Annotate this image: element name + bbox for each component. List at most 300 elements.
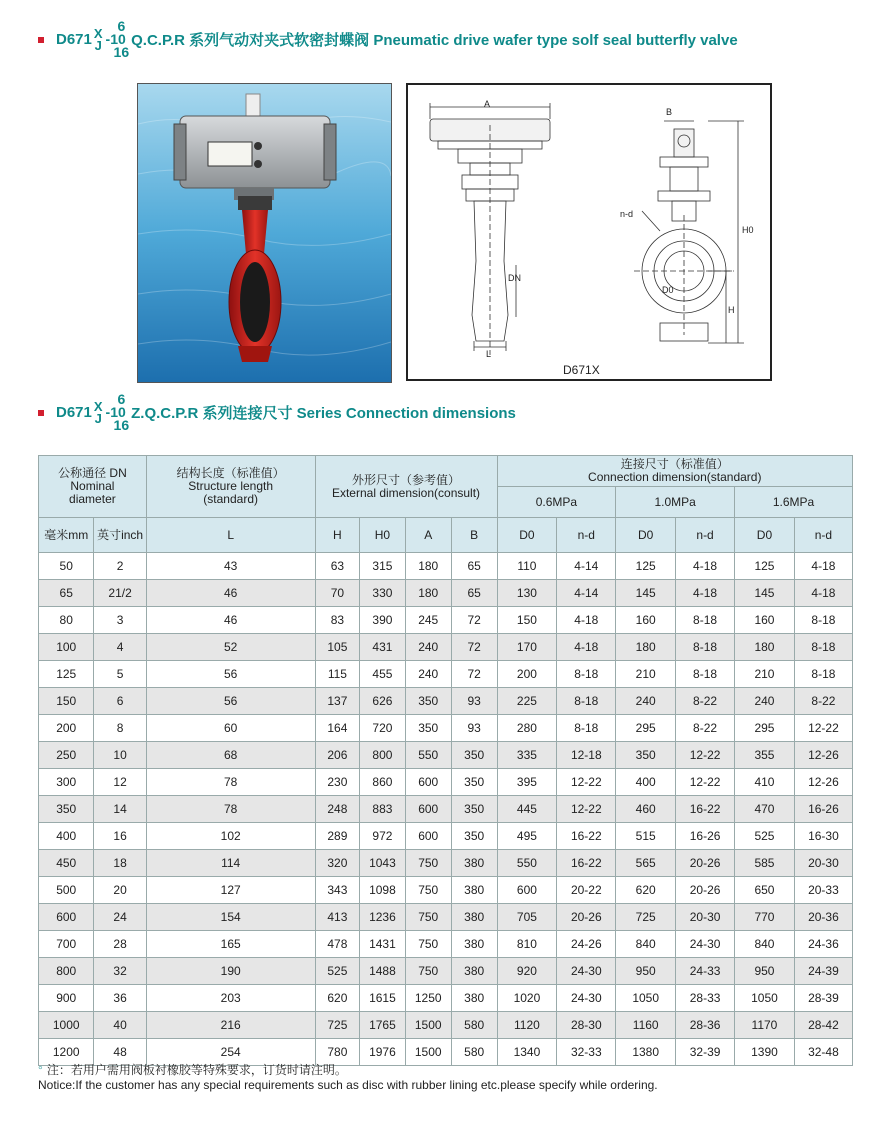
table-cell: 8-18 bbox=[794, 607, 852, 634]
table-cell: 455 bbox=[360, 661, 405, 688]
title-suffix: Z.Q.C.P.R 系列连接尺寸 Series Connection dimensions bbox=[131, 405, 516, 422]
col-A: A bbox=[405, 518, 451, 553]
note-bullet-icon: ° bbox=[38, 1063, 43, 1077]
table-cell: 68 bbox=[146, 742, 315, 769]
pressure-stack bbox=[106, 20, 130, 59]
table-cell: 78 bbox=[146, 796, 315, 823]
col-D0-16: D0 bbox=[735, 518, 795, 553]
table-cell: 1976 bbox=[360, 1039, 405, 1066]
table-cell: 180 bbox=[405, 580, 451, 607]
table-row bbox=[39, 769, 853, 796]
table-cell: 24-30 bbox=[557, 958, 616, 985]
table-cell: 8-22 bbox=[676, 688, 735, 715]
table-cell: 1050 bbox=[735, 985, 795, 1012]
table-cell: 620 bbox=[315, 985, 360, 1012]
table-cell: 5 bbox=[94, 661, 146, 688]
header-dn-cn: 公称通径 DN bbox=[58, 466, 127, 480]
table-cell: 350 bbox=[405, 715, 451, 742]
material-fraction bbox=[93, 25, 103, 53]
table-row bbox=[39, 1039, 853, 1066]
table-cell: 600 bbox=[39, 904, 94, 931]
table-cell: 343 bbox=[315, 877, 360, 904]
header-len-cn: 结构长度（标准值） bbox=[176, 466, 285, 480]
table-cell: 860 bbox=[360, 769, 405, 796]
table-cell: 355 bbox=[735, 742, 795, 769]
table-cell: 1615 bbox=[360, 985, 405, 1012]
table-cell: 93 bbox=[451, 715, 497, 742]
table-cell: 12-18 bbox=[557, 742, 616, 769]
table-cell: 210 bbox=[616, 661, 676, 688]
table-cell: 478 bbox=[315, 931, 360, 958]
table-cell: 20-30 bbox=[794, 850, 852, 877]
table-row bbox=[39, 1012, 853, 1039]
valve-diagram bbox=[408, 85, 770, 379]
header-pressure-16: 1.6MPa bbox=[735, 487, 853, 518]
table-cell: 725 bbox=[315, 1012, 360, 1039]
table-cell: 390 bbox=[360, 607, 405, 634]
label-L: L bbox=[486, 349, 492, 359]
table-cell: 2 bbox=[94, 553, 146, 580]
table-cell: 16-22 bbox=[557, 823, 616, 850]
table-cell: 125 bbox=[39, 661, 94, 688]
col-nd-06: n-d bbox=[557, 518, 616, 553]
label-B: B bbox=[666, 107, 673, 117]
table-cell: 840 bbox=[735, 931, 795, 958]
table-cell: 206 bbox=[315, 742, 360, 769]
table-cell: 6 bbox=[94, 688, 146, 715]
table-cell: 950 bbox=[616, 958, 676, 985]
table-cell: 1098 bbox=[360, 877, 405, 904]
table-cell: 20-26 bbox=[676, 850, 735, 877]
col-D0-10: D0 bbox=[616, 518, 676, 553]
label-D0: D0 bbox=[662, 285, 674, 295]
product-title bbox=[38, 20, 738, 59]
table-cell: 20-26 bbox=[557, 904, 616, 931]
table-cell: 300 bbox=[39, 769, 94, 796]
header-conn-cn: 连接尺寸（标准值） bbox=[620, 457, 729, 471]
col-B: B bbox=[451, 518, 497, 553]
table-cell: 180 bbox=[405, 553, 451, 580]
label-H: H bbox=[728, 305, 735, 315]
table-row bbox=[39, 877, 853, 904]
header-external-dimension bbox=[315, 456, 497, 518]
table-cell: 16-30 bbox=[794, 823, 852, 850]
table-cell: 1250 bbox=[405, 985, 451, 1012]
table-cell: 315 bbox=[360, 553, 405, 580]
table-cell: 127 bbox=[146, 877, 315, 904]
table-cell: 4-18 bbox=[794, 580, 852, 607]
table-cell: 240 bbox=[616, 688, 676, 715]
pressure-mid: -10 bbox=[105, 31, 126, 47]
table-cell: 32-39 bbox=[676, 1039, 735, 1066]
pressure-mid: -10 bbox=[105, 404, 126, 420]
table-cell: 1170 bbox=[735, 1012, 795, 1039]
table-cell: 413 bbox=[315, 904, 360, 931]
table-cell: 8-22 bbox=[676, 715, 735, 742]
table-cell: 10 bbox=[94, 742, 146, 769]
table-cell: 65 bbox=[39, 580, 94, 607]
table-cell: 200 bbox=[497, 661, 557, 688]
table-row bbox=[39, 553, 853, 580]
table-cell: 4-14 bbox=[557, 553, 616, 580]
table-cell: 550 bbox=[405, 742, 451, 769]
pressure-bottom: 16 bbox=[113, 44, 130, 60]
table-cell: 110 bbox=[497, 553, 557, 580]
table-cell: 56 bbox=[146, 661, 315, 688]
table-cell: 1200 bbox=[39, 1039, 94, 1066]
header-structure-length bbox=[146, 456, 315, 518]
header-ext-cn: 外形尺寸（参考值） bbox=[352, 472, 461, 487]
model-prefix: D671 bbox=[56, 31, 92, 48]
table-cell: 600 bbox=[405, 769, 451, 796]
table-cell: 72 bbox=[451, 634, 497, 661]
table-cell: 1380 bbox=[616, 1039, 676, 1066]
table-cell: 137 bbox=[315, 688, 360, 715]
table-cell: 810 bbox=[497, 931, 557, 958]
table-cell: 20-36 bbox=[794, 904, 852, 931]
table-row bbox=[39, 715, 853, 742]
table-cell: 50 bbox=[39, 553, 94, 580]
table-cell: 28-42 bbox=[794, 1012, 852, 1039]
table-cell: 380 bbox=[451, 931, 497, 958]
table-cell: 515 bbox=[616, 823, 676, 850]
table-cell: 495 bbox=[497, 823, 557, 850]
table-cell: 130 bbox=[497, 580, 557, 607]
table-row bbox=[39, 823, 853, 850]
table-cell: 1431 bbox=[360, 931, 405, 958]
table-cell: 350 bbox=[451, 823, 497, 850]
table-cell: 254 bbox=[146, 1039, 315, 1066]
table-cell: 626 bbox=[360, 688, 405, 715]
table-cell: 70 bbox=[315, 580, 360, 607]
table-cell: 190 bbox=[146, 958, 315, 985]
table-cell: 750 bbox=[405, 931, 451, 958]
table-cell: 46 bbox=[146, 607, 315, 634]
table-cell: 1765 bbox=[360, 1012, 405, 1039]
table-cell: 56 bbox=[146, 688, 315, 715]
header-nominal-diameter bbox=[39, 456, 147, 518]
frac-bottom: J bbox=[94, 37, 102, 53]
table-row bbox=[39, 850, 853, 877]
table-cell: 28-39 bbox=[794, 985, 852, 1012]
table-cell: 350 bbox=[616, 742, 676, 769]
table-cell: 650 bbox=[735, 877, 795, 904]
table-cell: 250 bbox=[39, 742, 94, 769]
table-cell: 400 bbox=[39, 823, 94, 850]
header-conn-en: Connection dimension(standard) bbox=[588, 470, 762, 484]
table-cell: 145 bbox=[735, 580, 795, 607]
table-row bbox=[39, 985, 853, 1012]
table-cell: 150 bbox=[39, 688, 94, 715]
table-cell: 12-22 bbox=[557, 769, 616, 796]
table-cell: 21/2 bbox=[94, 580, 146, 607]
table-cell: 380 bbox=[451, 958, 497, 985]
table-cell: 12 bbox=[94, 769, 146, 796]
table-cell: 115 bbox=[315, 661, 360, 688]
table-cell: 1500 bbox=[405, 1012, 451, 1039]
table-cell: 750 bbox=[405, 904, 451, 931]
table-cell: 1500 bbox=[405, 1039, 451, 1066]
table-cell: 105 bbox=[315, 634, 360, 661]
table-cell: 240 bbox=[405, 661, 451, 688]
table-cell: 24-26 bbox=[557, 931, 616, 958]
table-cell: 460 bbox=[616, 796, 676, 823]
table-cell: 65 bbox=[451, 580, 497, 607]
table-cell: 12-22 bbox=[676, 742, 735, 769]
table-cell: 52 bbox=[146, 634, 315, 661]
table-cell: 114 bbox=[146, 850, 315, 877]
table-cell: 4-18 bbox=[676, 553, 735, 580]
table-cell: 65 bbox=[451, 553, 497, 580]
table-cell: 525 bbox=[315, 958, 360, 985]
table-cell: 1390 bbox=[735, 1039, 795, 1066]
table-cell: 295 bbox=[616, 715, 676, 742]
table-cell: 1020 bbox=[497, 985, 557, 1012]
table-cell: 200 bbox=[39, 715, 94, 742]
table-cell: 380 bbox=[451, 904, 497, 931]
table-cell: 4-18 bbox=[557, 607, 616, 634]
table-cell: 900 bbox=[39, 985, 94, 1012]
frac-bottom: J bbox=[94, 410, 102, 426]
table-cell: 1236 bbox=[360, 904, 405, 931]
table-cell: 8-18 bbox=[794, 661, 852, 688]
model-prefix: D671 bbox=[56, 404, 92, 421]
table-cell: 16-26 bbox=[676, 823, 735, 850]
table-cell: 8-18 bbox=[676, 607, 735, 634]
table-cell: 24-33 bbox=[676, 958, 735, 985]
table-cell: 216 bbox=[146, 1012, 315, 1039]
table-cell: 450 bbox=[39, 850, 94, 877]
notice-en: Notice:If the customer has any special requirements such as disc with rubber lining etc.please specify while ordering. bbox=[38, 1078, 658, 1092]
col-nd-16: n-d bbox=[794, 518, 852, 553]
table-cell: 20 bbox=[94, 877, 146, 904]
table-cell: 28 bbox=[94, 931, 146, 958]
table-cell: 280 bbox=[497, 715, 557, 742]
table-cell: 8-18 bbox=[676, 634, 735, 661]
table-cell: 350 bbox=[451, 796, 497, 823]
table-cell: 46 bbox=[146, 580, 315, 607]
table-cell: 240 bbox=[405, 634, 451, 661]
table-cell: 350 bbox=[451, 742, 497, 769]
table-cell: 750 bbox=[405, 877, 451, 904]
pressure-top: 6 bbox=[117, 18, 126, 34]
table-cell: 8-18 bbox=[557, 715, 616, 742]
table-cell: 170 bbox=[497, 634, 557, 661]
table-cell: 36 bbox=[94, 985, 146, 1012]
table-cell: 125 bbox=[735, 553, 795, 580]
table-cell: 28-33 bbox=[676, 985, 735, 1012]
table-cell: 600 bbox=[497, 877, 557, 904]
table-cell: 4-18 bbox=[557, 634, 616, 661]
table-cell: 335 bbox=[497, 742, 557, 769]
table-cell: 750 bbox=[405, 958, 451, 985]
material-fraction bbox=[93, 398, 103, 426]
table-cell: 93 bbox=[451, 688, 497, 715]
table-cell: 780 bbox=[315, 1039, 360, 1066]
table-cell: 160 bbox=[735, 607, 795, 634]
table-cell: 248 bbox=[315, 796, 360, 823]
table-cell: 950 bbox=[735, 958, 795, 985]
table-cell: 395 bbox=[497, 769, 557, 796]
table-cell: 28-30 bbox=[557, 1012, 616, 1039]
table-cell: 1043 bbox=[360, 850, 405, 877]
table-cell: 32 bbox=[94, 958, 146, 985]
table-cell: 550 bbox=[497, 850, 557, 877]
col-H0: H0 bbox=[360, 518, 405, 553]
table-cell: 840 bbox=[616, 931, 676, 958]
table-cell: 20-30 bbox=[676, 904, 735, 931]
table-cell: 125 bbox=[616, 553, 676, 580]
table-cell: 102 bbox=[146, 823, 315, 850]
table-cell: 24-36 bbox=[794, 931, 852, 958]
table-cell: 350 bbox=[39, 796, 94, 823]
table-cell: 580 bbox=[451, 1012, 497, 1039]
frac-top: X bbox=[93, 398, 103, 414]
table-row bbox=[39, 958, 853, 985]
header-pressure-06: 0.6MPa bbox=[497, 487, 616, 518]
table-cell: 145 bbox=[616, 580, 676, 607]
title-suffix: Q.C.P.R 系列气动对夹式软密封蝶阀 Pneumatic drive wafer type solf seal butterfly valve bbox=[131, 32, 738, 49]
table-cell: 20-26 bbox=[676, 877, 735, 904]
table-cell: 16-22 bbox=[676, 796, 735, 823]
label-A: A bbox=[484, 99, 491, 109]
table-cell: 20-33 bbox=[794, 877, 852, 904]
table-cell: 972 bbox=[360, 823, 405, 850]
table-cell: 240 bbox=[735, 688, 795, 715]
table-cell: 180 bbox=[735, 634, 795, 661]
table-cell: 230 bbox=[315, 769, 360, 796]
table-cell: 8 bbox=[94, 715, 146, 742]
table-row bbox=[39, 661, 853, 688]
table-cell: 16 bbox=[94, 823, 146, 850]
table-cell: 330 bbox=[360, 580, 405, 607]
table-cell: 350 bbox=[405, 688, 451, 715]
section-title bbox=[38, 393, 516, 432]
table-cell: 883 bbox=[360, 796, 405, 823]
frac-top: X bbox=[93, 25, 103, 41]
table-cell: 164 bbox=[315, 715, 360, 742]
drawing-caption: D671X bbox=[563, 363, 600, 377]
table-cell: 24-30 bbox=[676, 931, 735, 958]
table-cell: 12-26 bbox=[794, 769, 852, 796]
table-cell: 225 bbox=[497, 688, 557, 715]
table-row bbox=[39, 580, 853, 607]
table-cell: 1000 bbox=[39, 1012, 94, 1039]
pressure-top: 6 bbox=[117, 391, 126, 407]
label-nd: n-d bbox=[620, 209, 634, 219]
table-cell: 3 bbox=[94, 607, 146, 634]
table-cell: 43 bbox=[146, 553, 315, 580]
table-cell: 585 bbox=[735, 850, 795, 877]
table-cell: 83 bbox=[315, 607, 360, 634]
table-cell: 705 bbox=[497, 904, 557, 931]
table-cell: 12-22 bbox=[794, 715, 852, 742]
col-mm: 毫米mm bbox=[39, 518, 94, 553]
table-cell: 1488 bbox=[360, 958, 405, 985]
table-cell: 500 bbox=[39, 877, 94, 904]
table-cell: 210 bbox=[735, 661, 795, 688]
col-H: H bbox=[315, 518, 360, 553]
table-cell: 63 bbox=[315, 553, 360, 580]
header-ext-en: External dimension(consult) bbox=[331, 485, 481, 500]
table-cell: 1160 bbox=[616, 1012, 676, 1039]
table-cell: 380 bbox=[451, 877, 497, 904]
table-row bbox=[39, 931, 853, 958]
table-cell: 4-18 bbox=[794, 553, 852, 580]
table-cell: 24-30 bbox=[557, 985, 616, 1012]
table-cell: 1050 bbox=[616, 985, 676, 1012]
col-D0-06: D0 bbox=[497, 518, 557, 553]
table-cell: 245 bbox=[405, 607, 451, 634]
table-cell: 16-26 bbox=[794, 796, 852, 823]
table-cell: 565 bbox=[616, 850, 676, 877]
table-cell: 4 bbox=[94, 634, 146, 661]
table-cell: 48 bbox=[94, 1039, 146, 1066]
col-L: L bbox=[146, 518, 315, 553]
header-connection-dimension bbox=[497, 456, 852, 487]
table-cell: 12-22 bbox=[676, 769, 735, 796]
header-pressure-10: 1.0MPa bbox=[616, 487, 735, 518]
table-cell: 100 bbox=[39, 634, 94, 661]
table-cell: 525 bbox=[735, 823, 795, 850]
table-cell: 800 bbox=[360, 742, 405, 769]
table-cell: 154 bbox=[146, 904, 315, 931]
table-row bbox=[39, 688, 853, 715]
table-cell: 78 bbox=[146, 769, 315, 796]
table-cell: 150 bbox=[497, 607, 557, 634]
table-cell: 431 bbox=[360, 634, 405, 661]
table-cell: 725 bbox=[616, 904, 676, 931]
header-len-en: Structure length (standard) bbox=[188, 479, 274, 506]
table-cell: 600 bbox=[405, 796, 451, 823]
table-cell: 600 bbox=[405, 823, 451, 850]
table-cell: 8-18 bbox=[794, 634, 852, 661]
table-cell: 770 bbox=[735, 904, 795, 931]
table-cell: 470 bbox=[735, 796, 795, 823]
table-cell: 20-22 bbox=[557, 877, 616, 904]
table-cell: 4-18 bbox=[676, 580, 735, 607]
bullet-icon bbox=[38, 410, 44, 416]
table-cell: 8-18 bbox=[557, 688, 616, 715]
table-cell: 32-33 bbox=[557, 1039, 616, 1066]
table-row bbox=[39, 742, 853, 769]
table-row bbox=[39, 796, 853, 823]
table-cell: 289 bbox=[315, 823, 360, 850]
table-row bbox=[39, 634, 853, 661]
table-cell: 320 bbox=[315, 850, 360, 877]
label-H0: H0 bbox=[742, 225, 754, 235]
table-cell: 380 bbox=[451, 985, 497, 1012]
table-cell: 165 bbox=[146, 931, 315, 958]
table-cell: 1340 bbox=[497, 1039, 557, 1066]
table-cell: 72 bbox=[451, 661, 497, 688]
table-cell: 380 bbox=[451, 850, 497, 877]
table-cell: 400 bbox=[616, 769, 676, 796]
table-cell: 445 bbox=[497, 796, 557, 823]
table-row bbox=[39, 904, 853, 931]
product-photo bbox=[137, 83, 392, 383]
pressure-bottom: 16 bbox=[113, 417, 130, 433]
table-cell: 8-18 bbox=[676, 661, 735, 688]
table-cell: 410 bbox=[735, 769, 795, 796]
dimension-drawing bbox=[406, 83, 772, 381]
notice bbox=[38, 1063, 658, 1093]
pressure-stack bbox=[106, 393, 130, 432]
table-cell: 1120 bbox=[497, 1012, 557, 1039]
valve-photo-image bbox=[138, 84, 391, 382]
table-cell: 295 bbox=[735, 715, 795, 742]
table-cell: 920 bbox=[497, 958, 557, 985]
